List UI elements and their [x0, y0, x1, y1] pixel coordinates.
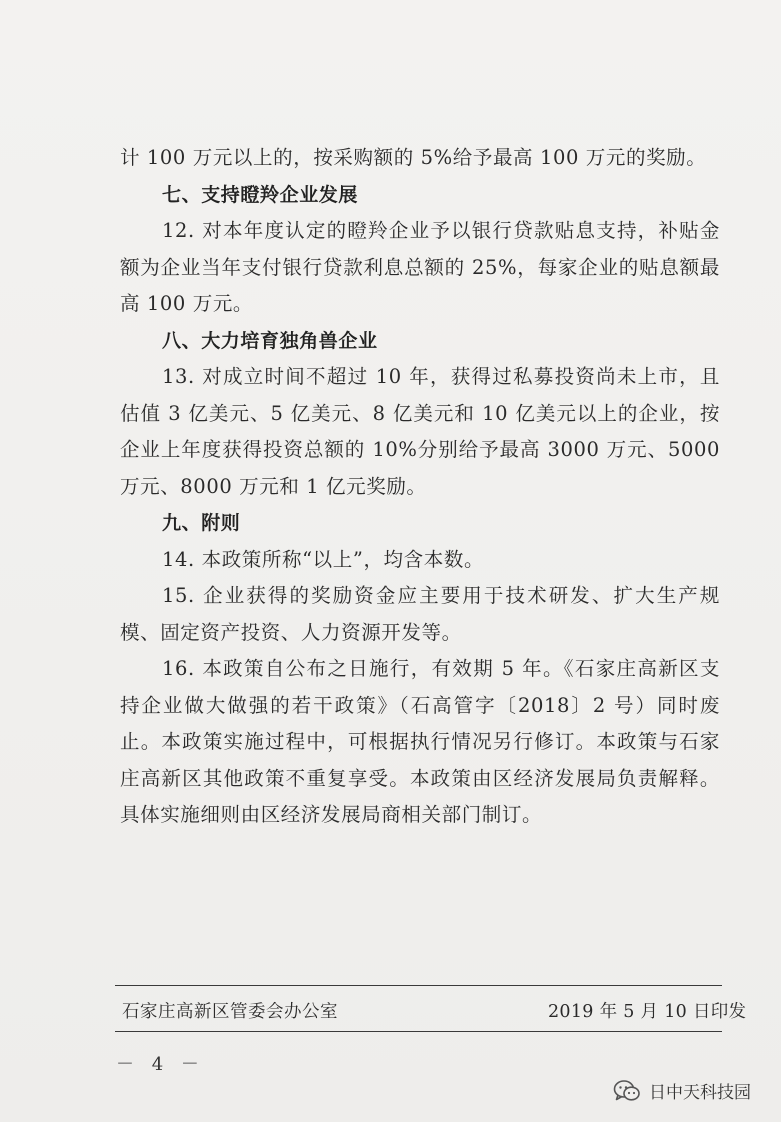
- paragraph-14: 14. 本政策所称“以上”，均含本数。: [162, 547, 485, 571]
- paragraph-11-continuation: 计 100 万元以上的，按采购额的 5%给予最高 100 万元的奖励。: [120, 146, 707, 169]
- watermark: [613, 1078, 751, 1103]
- paragraph-13: 13. 对成立时间不超过 10 年，获得过私募投资尚未上市，且估值 3 亿美元、5 亿美元、8 亿美元和 10 亿美元以上的企业，按企业上年度获得投资总额的 10%分别给予最高 3000 万元、5000 万元、8000 万元和 1 亿元奖励。: [120, 365, 720, 498]
- paragraph-16: 16. 本政策自公布之日施行，有效期 5 年。《石家庄高新区支持企业做大做强的若干政策》（石高管字〔2018〕2 号）同时废止。本政策实施过程中，可根据执行情况另行修订。本政策与石家庄高新区其他政策不重复享受。本政策由区经济发展局负责解释。具体实施细则由区经济发展局商相关部门制订。: [120, 657, 720, 826]
- section-heading-8: 八、大力培育独角兽企业: [162, 329, 378, 352]
- document-body: [120, 140, 720, 834]
- page-number: － 4 －: [116, 1054, 205, 1075]
- section-heading-9: 九、附则: [162, 512, 241, 534]
- wechat-icon: [613, 1079, 641, 1103]
- section-heading-7: 七、支持瞪羚企业发展: [162, 183, 359, 206]
- issuer-name: 石家庄高新区管委会办公室: [122, 1002, 338, 1022]
- paragraph-12: 12. 对本年度认定的瞪羚企业予以银行贷款贴息支持，补贴金额为企业当年支付银行贷款利息总额的 25%，每家企业的贴息额最高 100 万元。: [120, 219, 720, 315]
- paragraph-15: 15. 企业获得的奖励资金应主要用于技术研发、扩大生产规模、固定资产投资、人力资源开发等。: [120, 584, 720, 644]
- footer-top-rule: [115, 985, 722, 986]
- issue-date: 2019 年 5 月 10 日印发: [548, 1002, 747, 1022]
- footer-bottom-rule: [115, 1031, 722, 1032]
- watermark-text: 日中天科技园: [649, 1083, 751, 1103]
